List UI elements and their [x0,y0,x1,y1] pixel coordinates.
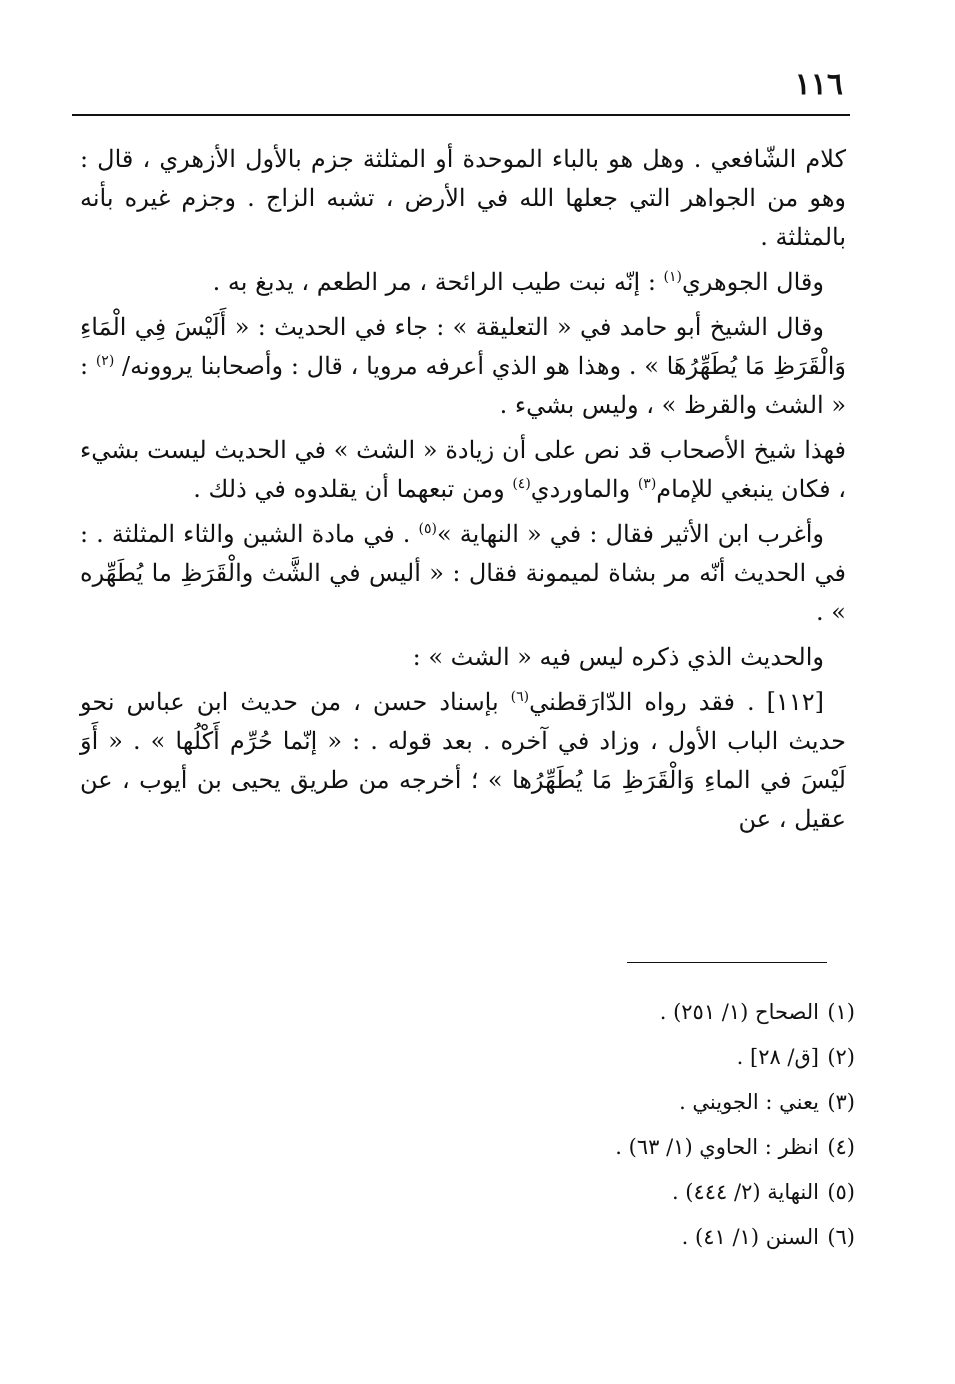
footnote-text: انظر : الحاوي (١/ ٦٣) . [615,1135,819,1159]
footnote-number: (٢) [827,1045,855,1069]
paragraph-3: وقال الشيخ أبو حامد في « التعليقة » : جاء في الحديث : « أَلَيْسَ فِي الْمَاءِ وَالْقَرَظِ مَا يُطَهِّرُهَا » . وهذا هو الذي أعرفه مرويا ، قال : وأصحابنا يروونه/ $^{(٢)}$ : « الشث والقرظ » ، وليس بشيء . [80,313,846,419]
footnote-text: النهاية (٢/ ٤٤٤) . [671,1180,819,1204]
footnote-number: (٤) [827,1135,855,1159]
footnote-text: السنن (١/ ٤١) . [681,1225,819,1249]
footnote-item [255,1125,855,1170]
footnote-item [255,1170,855,1215]
paragraph-1: كلام الشّافعي . وهل هو بالباء الموحدة أو المثلثة جزم بالأول الأزهري ، قال : وهو من الجواهر التي جعلها الله في الأرض ، تشبه الزاج . وجزم غيره بأنه بالمثلثة . [80,145,846,251]
footnote-text: يعني : الجويني . [679,1090,819,1114]
footnote-number: (٥) [827,1180,855,1204]
footnote-text: الصحاح (١/ ٢٥١) . [659,1000,819,1024]
paragraph-6: والحديث الذي ذكره ليس فيه « الشث » : [412,643,824,671]
footnote-item [255,1035,855,1080]
paragraph-4: فهذا شيخ الأصحاب قد نص على أن زيادة « الشث » في الحديث ليست بشيء ، فكان ينبغي للإمام$^{(٣)}$ والماوردي$^{(٤)}$ ومن تبعهما أن يقلدوه في ذلك . [80,436,846,503]
paragraph-5: وأغرب ابن الأثير فقال : في « النهاية »$^{(٥)}$ . في مادة الشين والثاء المثلثة . : في الحديث أنّه مر بشاة لميمونة فقال : « أليس في الشَّث والْقَرَظِ ما يُطَهِّره » . [80,520,846,626]
header-rule [72,114,850,116]
footnotes-list [255,990,855,1260]
body-text [80,140,846,845]
footnote-number: (٣) [827,1090,855,1114]
footnote-rule [627,962,827,963]
paragraph-7: [١١٢] . فقد رواه الدّارَقطني$^{(٦)}$ بإسناد حسن ، من حديث ابن عباس نحو حديث الباب الأول ، وزاد في آخره . بعد قوله . : « إنّما حُرِّم أَكْلُها » . « أَوَ لَيْسَ في الماءِ وَالْقَرَظِ مَا يُطَهِّرُها » ؛ أخرجه من طريق يحيى بن أيوب ، عن عقيل ، عن [80,688,846,833]
footnote-item [255,1215,855,1260]
footnote-item [255,1080,855,1125]
page-number: ١١٦ [794,67,843,102]
footnote-text: [ق/ ٢٨] . [736,1045,819,1069]
footnote-number: (٦) [827,1225,855,1249]
footnote-number: (١) [827,1000,855,1024]
paragraph-2: وقال الجوهري$^{(١)}$ : إنّه نبت طيب الرائحة ، مر الطعم ، يدبغ به . [212,268,824,296]
footnote-item [255,990,855,1035]
